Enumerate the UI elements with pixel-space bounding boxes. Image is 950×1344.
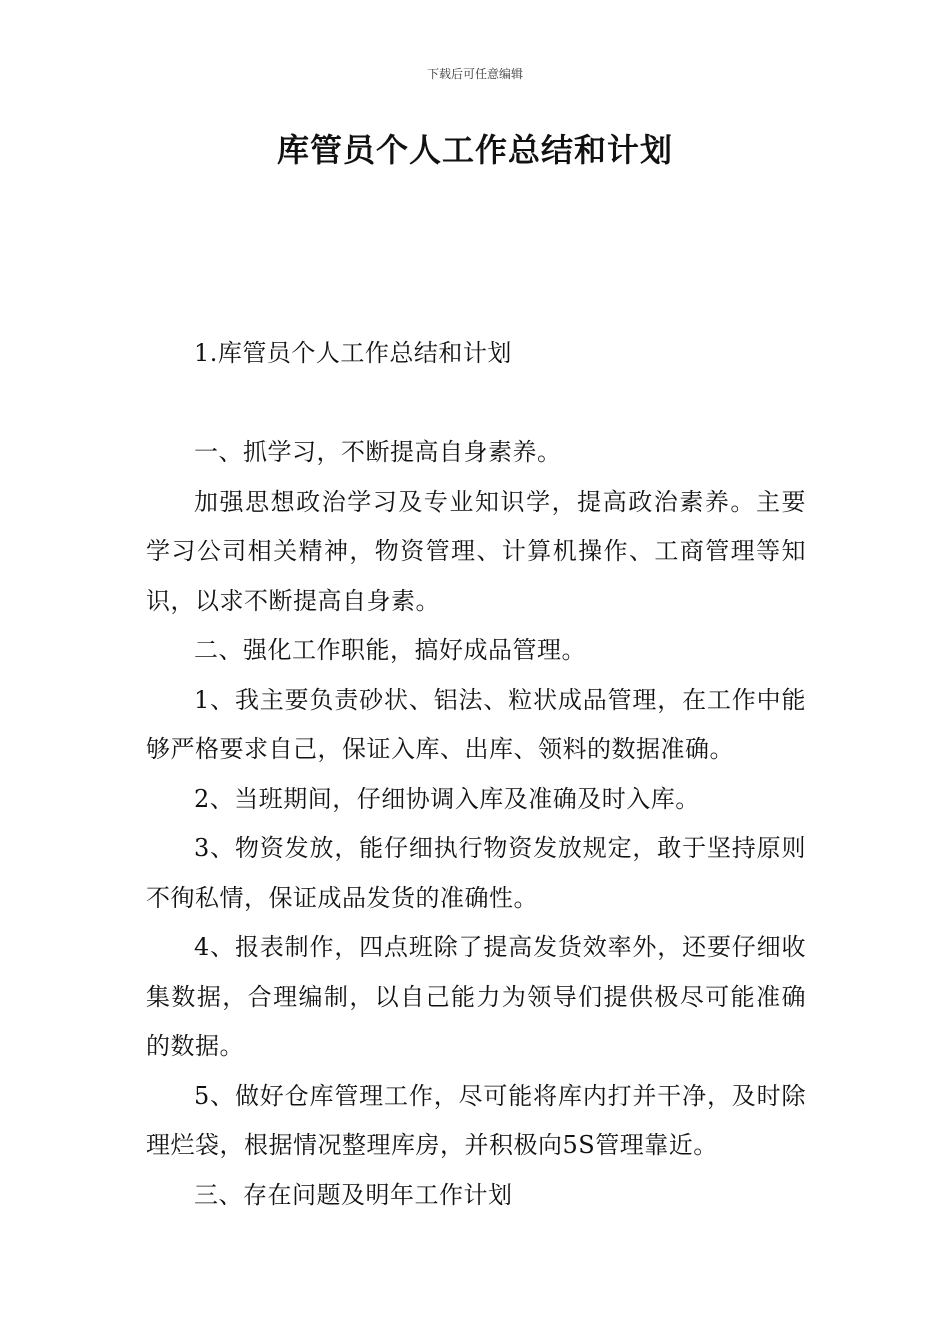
heading-product-management: 二、强化工作职能，搞好成品管理。 [194,636,586,664]
paragraph-item-5: 5、做好仓库管理工作，尽可能将库内打并干净，及时除理烂袋，根据情况整理库房，并积极向5S管理靠近。 [146,1081,806,1159]
document-body [146,329,806,1220]
paragraph-item-3: 3、物资发放，能仔细执行物资发放规定，敢于坚持原则不徇私情，保证成品发货的准确性。 [146,834,806,912]
document-title: 库管员个人工作总结和计划 [276,131,673,169]
header-note: 下载后可任意编辑 [426,67,523,81]
paragraph-item-4: 4、报表制作，四点班除了提高发货效率外，还要仔细收集数据，合理编制，以自己能力为领导们提供极尽可能准确的数据。 [146,933,806,1060]
section-subtitle: 1.库管员个人工作总结和计划 [194,339,512,367]
paragraph-item-1: 1、我主要负责砂状、铝法、粒状成品管理，在工作中能够严格要求自己，保证入库、出库、领料的数据准确。 [146,685,806,763]
paragraph-study-detail: 加强思想政治学习及专业知识学，提高政治素养。主要学习公司相关精神，物资管理、计算机操作、工商管理等知识，以求不断提高自身素。 [146,487,806,615]
heading-study: 一、抓学习，不断提高自身素养。 [194,438,562,466]
heading-problems-plan: 三、存在问题及明年工作计划 [194,1180,513,1209]
paragraph-item-2: 2、当班期间，仔细协调入库及准确及时入库。 [194,784,700,813]
